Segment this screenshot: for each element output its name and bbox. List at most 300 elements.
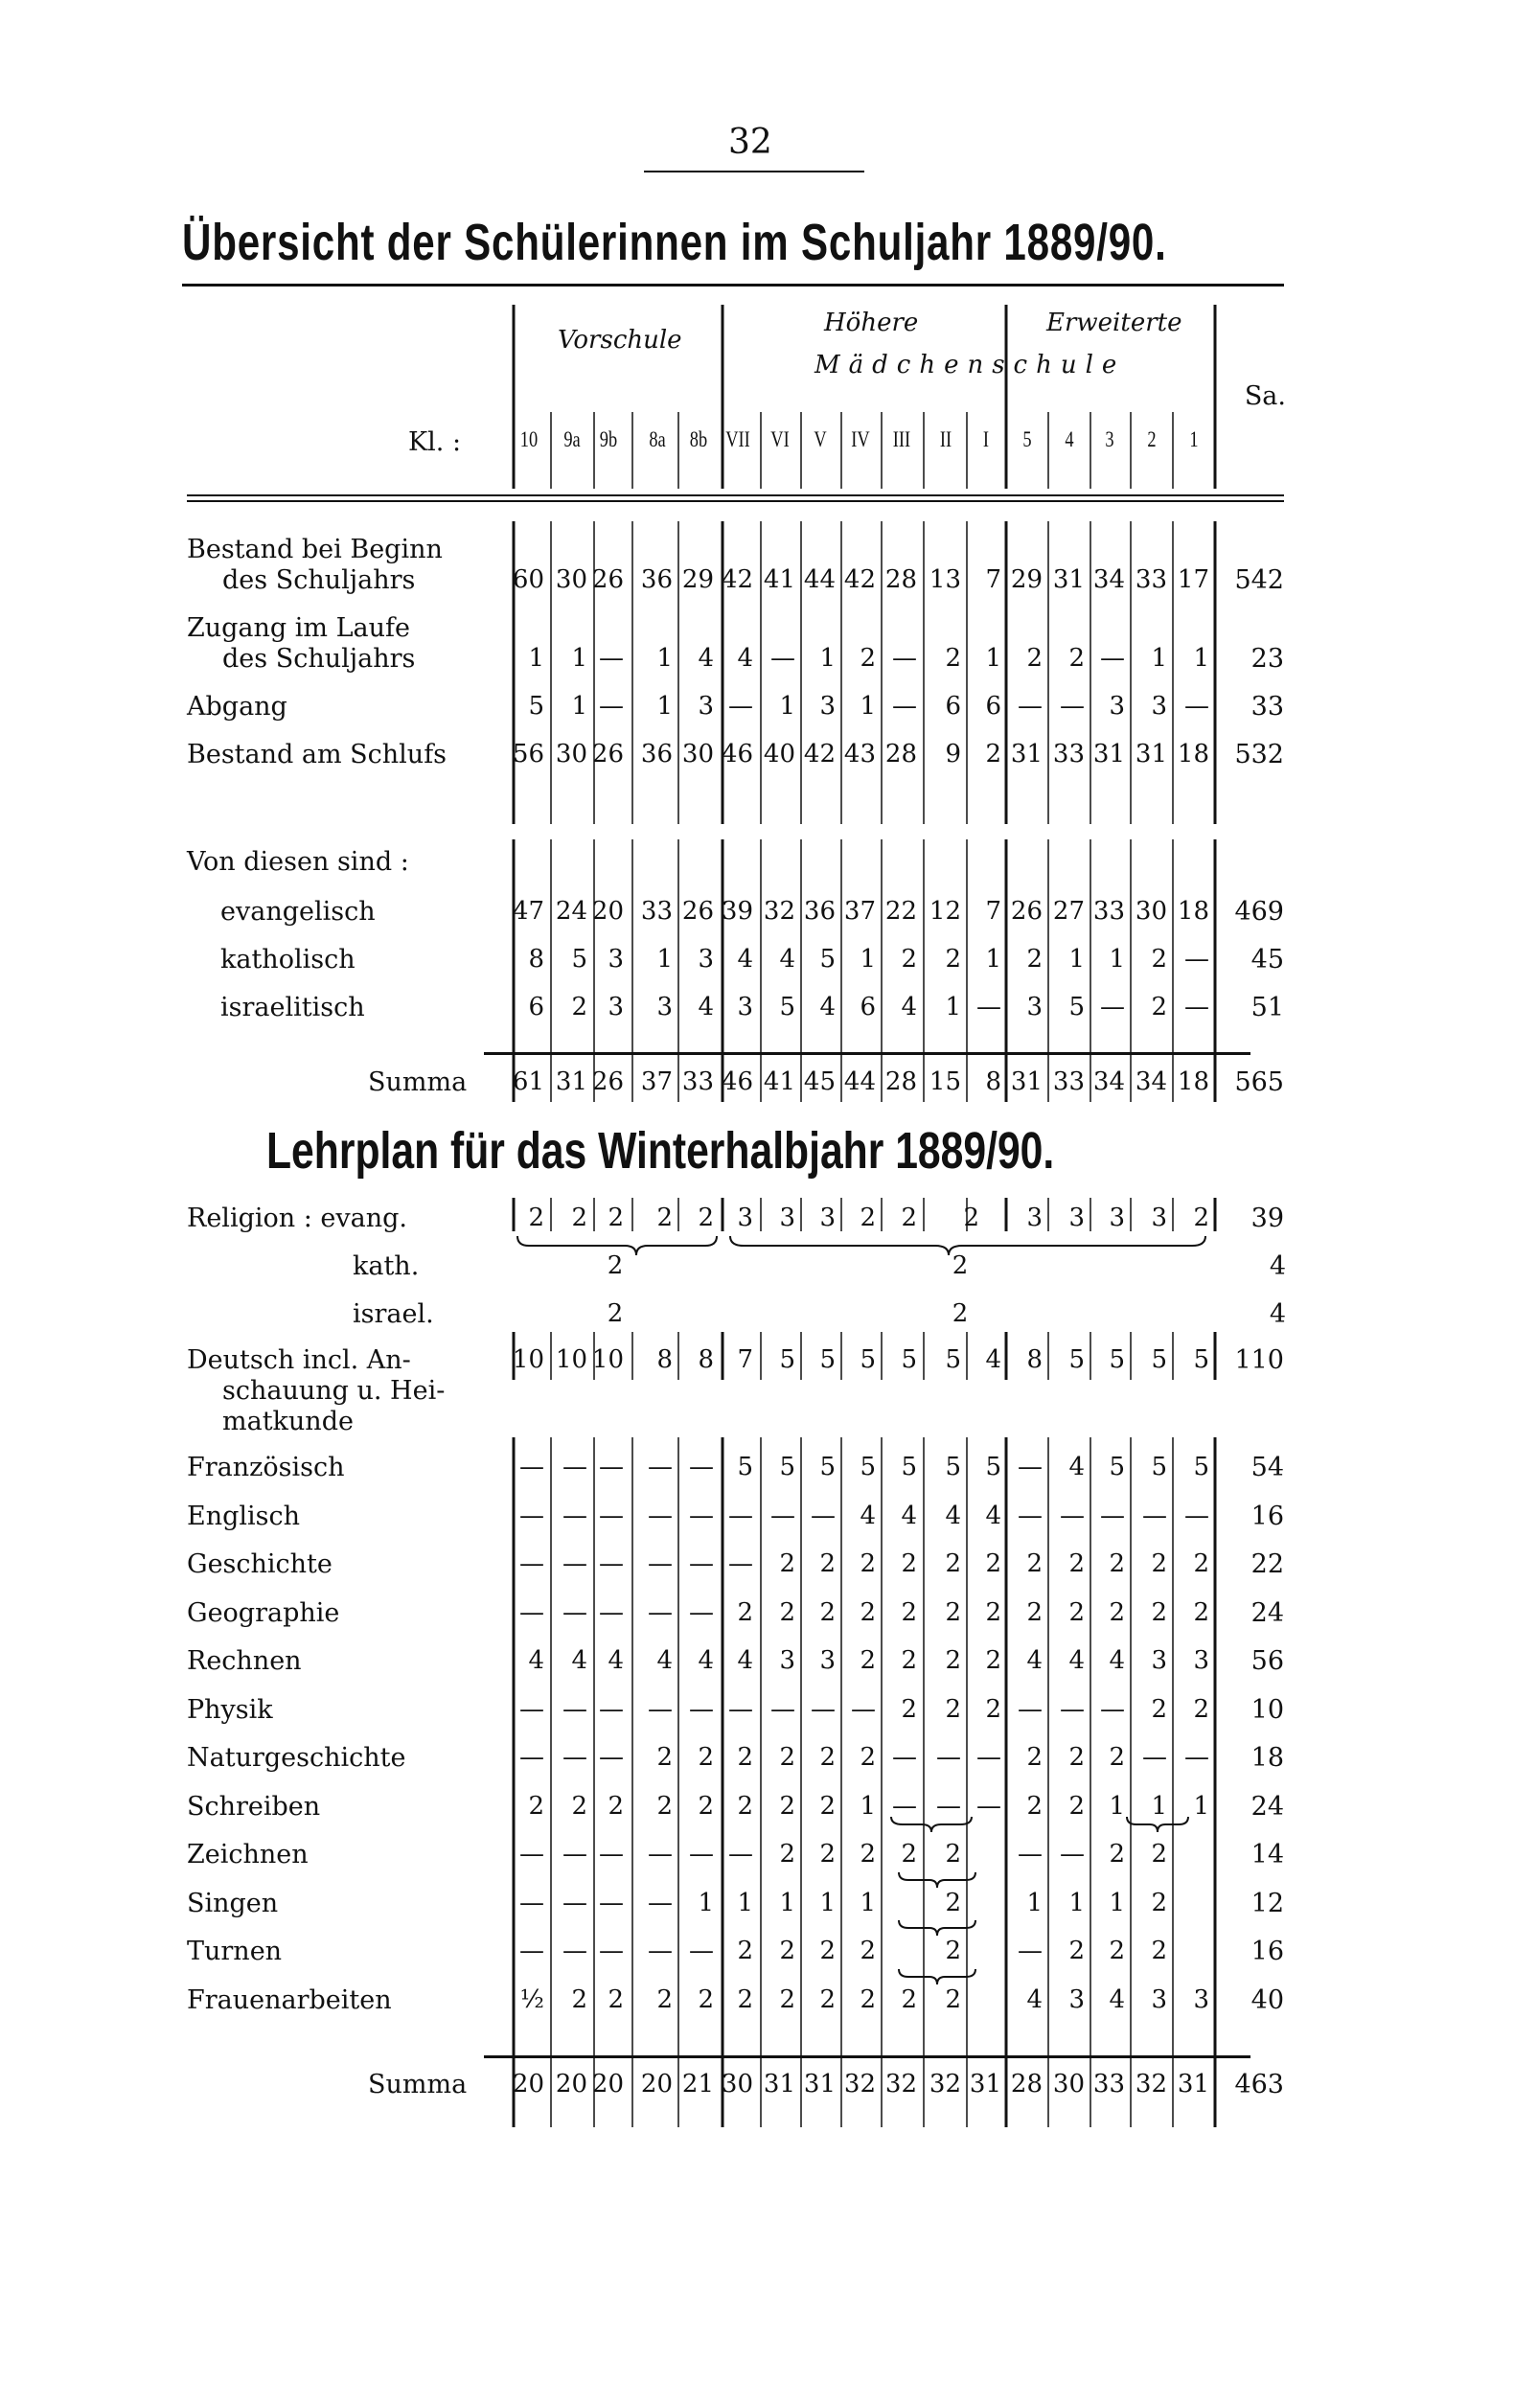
lehrplan-summa-cell: 32	[929, 2070, 961, 2098]
subject-cell: 4	[1109, 1984, 1125, 2014]
subject-cell: 2	[1109, 1549, 1125, 1578]
bestand-row-cell: 2	[945, 644, 961, 673]
class-header-i: I	[982, 427, 990, 451]
subject-cell: 2	[1109, 1937, 1125, 1965]
religion-summa-cell: 45	[803, 1067, 836, 1096]
subject-cell: 2	[860, 1984, 876, 2014]
group-maedchenschule: Mädchenschule	[814, 351, 1126, 379]
subject-label: Zeichnen	[187, 1840, 309, 1869]
lehrplan-summa-cell: 32	[843, 2070, 876, 2098]
religion-summa-cell: 44	[843, 1067, 876, 1096]
class-header-3: 3	[1105, 427, 1114, 451]
bestand-row-cell: 17	[1177, 565, 1209, 594]
religion-row-cell: 4	[819, 993, 836, 1021]
religion-evang-cell: 2	[528, 1204, 544, 1232]
subject-cell: 2	[1068, 1791, 1085, 1821]
religion-row-cell: 26	[1010, 897, 1043, 926]
bestand-row-cell: 29	[1010, 565, 1043, 594]
subject-cell: 2	[1151, 1597, 1167, 1627]
bestand-row-cell: 42	[803, 740, 836, 768]
subject-cell: 2	[945, 1984, 961, 2014]
subject-cell: 1	[860, 1791, 876, 1821]
bestand-row-cell: 36	[640, 740, 673, 768]
subject-cell: —	[648, 1597, 673, 1627]
subject-cell: —	[519, 1694, 544, 1724]
subject-cell: 4	[901, 1501, 917, 1530]
class-header-iii: III	[892, 427, 911, 451]
sa-label: Sa.	[1244, 381, 1286, 411]
subject-cell: 2	[1193, 1549, 1209, 1578]
subject-cell: —	[562, 1743, 587, 1772]
deutsch-label: schauung u. Hei-	[222, 1376, 446, 1406]
subject-cell: 1	[1068, 1888, 1085, 1917]
subject-cell: 2	[985, 1549, 1001, 1578]
religion-row-cell: 26	[681, 897, 714, 926]
subject-cell: 4	[656, 1646, 673, 1675]
religion-row-cell: 4	[737, 945, 753, 974]
subject-cell: 1	[737, 1888, 753, 1917]
religion-evang-cell: 2	[571, 1204, 587, 1232]
religion-row-cell: —	[1100, 993, 1125, 1021]
subject-cell: —	[648, 1501, 673, 1530]
subject-cell: 2	[945, 1937, 961, 1965]
bestand-row-cell: 4	[698, 644, 714, 673]
subject-label: Singen	[187, 1888, 279, 1918]
religion-row-cell: 1	[1109, 945, 1125, 974]
deutsch-cell: 5	[1068, 1345, 1085, 1374]
subject-cell: 2	[1026, 1743, 1043, 1772]
religion-row-cell: 33	[640, 897, 673, 926]
subject-cell: —	[519, 1937, 544, 1965]
subject-cell: 2	[860, 1549, 876, 1578]
subject-cell: 2	[860, 1597, 876, 1627]
subject-cell: 1	[698, 1888, 714, 1917]
subject-cell: —	[599, 1888, 624, 1917]
religion-evang-cell: 3	[779, 1204, 795, 1232]
subject-cell: —	[519, 1453, 544, 1481]
subject-cell: 2	[571, 1984, 587, 2014]
lehrplan-summa-cell: 30	[721, 2070, 753, 2098]
subject-cell: —	[562, 1840, 587, 1869]
bestand-row-cell: 1	[1151, 644, 1167, 673]
religion-evang-cell: 3	[1068, 1204, 1085, 1232]
bestand-row-cell: 2	[985, 740, 1001, 768]
subject-cell: 2	[819, 1743, 836, 1772]
bestand-row-cell: 60	[512, 565, 544, 594]
religion-summa-cell: 31	[1010, 1067, 1043, 1096]
subject-cell: 4	[608, 1646, 624, 1675]
bestand-row-cell: 2	[860, 644, 876, 673]
subject-cell: —	[1018, 1937, 1043, 1965]
class-header-vii: VII	[725, 427, 750, 451]
subject-cell: ½	[519, 1984, 544, 2014]
bestand-row-sa: 542	[1234, 565, 1284, 595]
religion-row-cell: 2	[901, 945, 917, 974]
subject-cell: —	[728, 1501, 753, 1530]
subject-cell: 2	[698, 1743, 714, 1772]
religion-summa-cell: 18	[1177, 1067, 1209, 1096]
subject-cell: 2	[860, 1646, 876, 1675]
brace-vorschule	[517, 1236, 717, 1255]
subject-cell: 4	[737, 1646, 753, 1675]
subject-cell: —	[562, 1501, 587, 1530]
subject-sa: 14	[1250, 1840, 1284, 1869]
bestand-row-cell: 31	[1135, 740, 1167, 768]
class-header-4: 4	[1065, 427, 1074, 451]
brace-zeichnen	[899, 1872, 975, 1888]
subject-cell: —	[689, 1694, 714, 1724]
religion-row-cell: 3	[698, 945, 714, 974]
subject-cell: —	[1100, 1694, 1125, 1724]
subject-cell: 1	[1193, 1791, 1209, 1821]
religion-summa-cell: 28	[884, 1067, 917, 1096]
subject-cell: 3	[1068, 1984, 1085, 2014]
religion-row-cell: 20	[591, 897, 624, 926]
subject-cell: 2	[819, 1549, 836, 1578]
deutsch-cell: 5	[1109, 1345, 1125, 1374]
religion-row-cell: 4	[901, 993, 917, 1021]
subject-cell: 2	[1193, 1694, 1209, 1724]
bestand-row-cell: —	[1184, 692, 1209, 721]
religion-row-cell: 4	[698, 993, 714, 1021]
group-hoehere: Höhere	[824, 309, 919, 337]
subject-cell: —	[562, 1937, 587, 1965]
bestand-row-cell: 3	[819, 692, 836, 721]
subject-cell: —	[648, 1840, 673, 1869]
group-erweiterte: Erweiterte	[1046, 309, 1182, 337]
religion-evang-cell: 3	[1151, 1204, 1167, 1232]
bestand-row-cell: 4	[737, 644, 753, 673]
subject-cell: —	[1142, 1743, 1167, 1772]
subject-cell: 2	[860, 1937, 876, 1965]
bestand-row-cell: 1	[860, 692, 876, 721]
subject-cell: 4	[528, 1646, 544, 1675]
subject-cell: 2	[819, 1937, 836, 1965]
bestand-row-cell: —	[599, 692, 624, 721]
subject-cell: —	[976, 1743, 1001, 1772]
subject-cell: —	[689, 1840, 714, 1869]
religion-row-cell: 1	[656, 945, 673, 974]
subject-cell: 2	[901, 1840, 917, 1869]
subject-cell: —	[519, 1597, 544, 1627]
subject-cell: 1	[860, 1888, 876, 1917]
subject-cell: 2	[656, 1743, 673, 1772]
subject-label: Englisch	[187, 1501, 301, 1531]
deutsch-cell: 4	[985, 1345, 1001, 1374]
page-number: 32	[728, 123, 772, 162]
subject-cell: 2	[608, 1984, 624, 2014]
subject-cell: 2	[779, 1743, 795, 1772]
subject-label: Turnen	[187, 1937, 283, 1966]
religion-summa-cell: 15	[929, 1067, 961, 1096]
religion-row-cell: 39	[721, 897, 753, 926]
subject-cell: 2	[737, 1937, 753, 1965]
bestand-row-cell: —	[1100, 644, 1125, 673]
subject-cell: 2	[985, 1597, 1001, 1627]
bestand-row-cell: 26	[591, 740, 624, 768]
religion-evang-cell: 2	[656, 1204, 673, 1232]
subject-cell: 2	[698, 1984, 714, 2014]
kl-label: Kl. :	[408, 427, 462, 457]
subject-cell: —	[689, 1501, 714, 1530]
bestand-row-cell: 1	[656, 692, 673, 721]
deutsch-label: matkunde	[222, 1407, 354, 1436]
lehrplan-summa-cell: 20	[512, 2070, 544, 2098]
class-header-5: 5	[1022, 427, 1032, 451]
subject-label: Naturgeschichte	[187, 1743, 406, 1773]
class-header-1: 1	[1189, 427, 1199, 451]
bestand-row-cell: 28	[884, 740, 917, 768]
subject-cell: 5	[737, 1453, 753, 1481]
bestand-row-cell: —	[728, 692, 753, 721]
subject-cell: 5	[779, 1453, 795, 1481]
bestand-row-cell: 42	[721, 565, 753, 594]
lehrplan-summa-label: Summa	[368, 2070, 468, 2099]
subject-cell: 2	[901, 1549, 917, 1578]
religion-row-cell: 3	[608, 993, 624, 1021]
subject-cell: 2	[737, 1791, 753, 1821]
religion-row-cell: 18	[1177, 897, 1209, 926]
subject-cell: 2	[819, 1791, 836, 1821]
subject-cell: —	[728, 1840, 753, 1869]
subject-cell: 2	[945, 1888, 961, 1917]
deutsch-cell: 7	[737, 1345, 753, 1374]
subject-cell: —	[1184, 1743, 1209, 1772]
religion-row-sa: 51	[1250, 993, 1284, 1022]
subject-cell: 1	[1109, 1791, 1125, 1821]
bestand-row-cell: 18	[1177, 740, 1209, 768]
subject-cell: 1	[779, 1888, 795, 1917]
subject-cell: —	[599, 1549, 624, 1578]
subject-cell: —	[689, 1597, 714, 1627]
subject-cell: 2	[901, 1694, 917, 1724]
subject-cell: 2	[1109, 1743, 1125, 1772]
subject-cell: —	[689, 1549, 714, 1578]
subject-cell: 2	[945, 1597, 961, 1627]
bestand-row-cell: 1	[656, 644, 673, 673]
religion-summa-cell: 26	[591, 1067, 624, 1096]
subject-sa: 22	[1250, 1549, 1284, 1579]
subject-cell: 1	[1151, 1791, 1167, 1821]
lehrplan-summa-sa: 463	[1234, 2070, 1284, 2099]
deutsch-cell: 10	[555, 1345, 587, 1374]
religion-evang-cell: 2	[963, 1204, 979, 1232]
subject-cell: —	[648, 1888, 673, 1917]
bestand-row-label: des Schuljahrs	[222, 644, 416, 674]
religion-row-cell: 37	[843, 897, 876, 926]
subject-cell: 2	[1109, 1597, 1125, 1627]
subject-cell: —	[599, 1501, 624, 1530]
bestand-row-cell: 2	[1068, 644, 1085, 673]
subject-cell: 2	[945, 1840, 961, 1869]
subject-cell: —	[1018, 1694, 1043, 1724]
religion-summa-cell: 34	[1135, 1067, 1167, 1096]
subject-cell: 2	[779, 1597, 795, 1627]
subject-cell: 2	[1151, 1549, 1167, 1578]
group-vorschule: Vorschule	[558, 326, 682, 355]
israel-vorschule-value: 2	[607, 1299, 624, 1328]
lehrplan-summa-cell: 28	[1010, 2070, 1043, 2098]
subject-cell: 4	[1026, 1984, 1043, 2014]
bestand-row-cell: 33	[1135, 565, 1167, 594]
religion-evang-sa: 39	[1250, 1204, 1284, 1233]
bestand-row-cell: 26	[591, 565, 624, 594]
religion-row-cell: 36	[803, 897, 836, 926]
religion-evang-cell: 2	[608, 1204, 624, 1232]
lehrplan-summa-cell: 32	[884, 2070, 917, 2098]
subject-cell: 2	[779, 1984, 795, 2014]
subject-cell: —	[562, 1694, 587, 1724]
bestand-row-cell: 1	[528, 644, 544, 673]
bestand-row-cell: 6	[945, 692, 961, 721]
religion-summa-cell: 31	[555, 1067, 587, 1096]
bestand-row-sa: 33	[1250, 692, 1284, 722]
subject-cell: —	[519, 1743, 544, 1772]
subject-cell: —	[1018, 1840, 1043, 1869]
subject-cell: 2	[698, 1791, 714, 1821]
bestand-row-cell: 31	[1092, 740, 1125, 768]
bestand-row-cell: 13	[929, 565, 961, 594]
deutsch-cell: 5	[860, 1345, 876, 1374]
subject-cell: —	[728, 1549, 753, 1578]
lehrplan-summa-cell: 32	[1135, 2070, 1167, 2098]
subject-cell: 2	[528, 1791, 544, 1821]
bestand-row-cell: —	[892, 692, 917, 721]
page-title: Übersicht der Schülerinnen im Schuljahr 1889/90.	[182, 214, 1167, 271]
subject-cell: 3	[819, 1646, 836, 1675]
subject-label: Geographie	[187, 1597, 340, 1628]
subject-cell: 2	[1068, 1937, 1085, 1965]
subject-cell: 2	[819, 1840, 836, 1869]
subject-cell: 2	[1026, 1549, 1043, 1578]
subject-cell: —	[599, 1840, 624, 1869]
subject-cell: 1	[1109, 1888, 1125, 1917]
bestand-row-cell: 7	[985, 565, 1001, 594]
religion-row-cell: 6	[528, 993, 544, 1021]
bestand-row-cell: 1	[571, 692, 587, 721]
religion-row-cell: 6	[860, 993, 876, 1021]
subject-cell: 3	[1151, 1984, 1167, 2014]
class-header-vi: VI	[770, 427, 790, 451]
subject-cell: 2	[779, 1937, 795, 1965]
bestand-row-cell: 1	[779, 692, 795, 721]
subject-cell: 2	[1109, 1840, 1125, 1869]
bestand-row-cell: 6	[985, 692, 1001, 721]
subject-label: Französisch	[187, 1453, 345, 1482]
subject-cell: —	[562, 1549, 587, 1578]
subject-cell: —	[1184, 1501, 1209, 1530]
lehrplan-summa-cell: 20	[591, 2070, 624, 2098]
bestand-row-cell: 3	[1109, 692, 1125, 721]
class-header-2: 2	[1147, 427, 1157, 451]
subject-label: Rechnen	[187, 1646, 302, 1676]
subject-cell: —	[648, 1453, 673, 1481]
religion-row-cell: 3	[656, 993, 673, 1021]
deutsch-label: Deutsch incl. An-	[187, 1345, 411, 1375]
religion-row-cell: 1	[860, 945, 876, 974]
subject-cell: 2	[656, 1791, 673, 1821]
subject-sa: 10	[1250, 1694, 1284, 1725]
religion-row-cell: —	[1184, 945, 1209, 974]
subject-cell: 2	[1068, 1597, 1085, 1627]
subject-sa: 16	[1250, 1937, 1284, 1966]
subject-cell: 3	[779, 1646, 795, 1675]
subject-cell: —	[811, 1501, 836, 1530]
bestand-row-label: des Schuljahrs	[222, 565, 416, 595]
bestand-row-cell: 31	[1010, 740, 1043, 768]
religion-summa-cell: 34	[1092, 1067, 1125, 1096]
subject-cell: 2	[779, 1840, 795, 1869]
subject-cell: 2	[1193, 1597, 1209, 1627]
religion-row-cell: 2	[571, 993, 587, 1021]
religion-summa-sa: 565	[1234, 1067, 1284, 1097]
subject-sa: 54	[1250, 1453, 1284, 1482]
subject-sa: 18	[1250, 1743, 1284, 1773]
bestand-row-cell: 2	[1026, 644, 1043, 673]
subject-cell: —	[811, 1694, 836, 1724]
subject-cell: —	[648, 1937, 673, 1965]
deutsch-cell: 5	[1151, 1345, 1167, 1374]
bestand-row-sa: 532	[1234, 740, 1284, 769]
subject-cell: 1	[819, 1888, 836, 1917]
religion-row-cell: 1	[1068, 945, 1085, 974]
subject-cell: —	[1142, 1501, 1167, 1530]
subject-cell: 2	[1068, 1549, 1085, 1578]
subject-cell: 3	[1151, 1646, 1167, 1675]
class-header-iv: IV	[851, 427, 870, 451]
deutsch-cell: 5	[1193, 1345, 1209, 1374]
brace-schreiben-hoehere	[891, 1817, 972, 1832]
subject-cell: 3	[1193, 1646, 1209, 1675]
religion-summa-label: Summa	[368, 1067, 468, 1097]
subject-cell: 5	[1109, 1453, 1125, 1481]
religion-row-cell: 32	[763, 897, 795, 926]
bestand-row-cell: 30	[555, 740, 587, 768]
brace-schreiben-erweiterte	[1127, 1817, 1188, 1832]
religion-evang-cell: 3	[1026, 1204, 1043, 1232]
subject-cell: 4	[945, 1501, 961, 1530]
deutsch-cell: 5	[901, 1345, 917, 1374]
bestand-row-cell: 9	[945, 740, 961, 768]
religion-row-label: evangelisch	[220, 897, 376, 927]
subject-cell: 2	[945, 1646, 961, 1675]
subject-cell: 5	[945, 1453, 961, 1481]
religion-evang-cell: 3	[1109, 1204, 1125, 1232]
subject-sa: 24	[1250, 1791, 1284, 1822]
subject-cell: —	[599, 1453, 624, 1481]
class-header-9b: 9b	[599, 427, 618, 451]
religion-summa-cell: 41	[763, 1067, 795, 1096]
bestand-row-cell: 3	[698, 692, 714, 721]
religion-summa-cell: 33	[1052, 1067, 1085, 1096]
subject-cell: 2	[779, 1791, 795, 1821]
religion-kath-label: kath.	[353, 1251, 420, 1281]
kath-sa: 4	[1269, 1251, 1286, 1281]
subject-cell: 2	[901, 1597, 917, 1627]
bestand-row-cell: 43	[843, 740, 876, 768]
subject-cell: 2	[860, 1743, 876, 1772]
subject-cell: —	[562, 1597, 587, 1627]
religion-row-cell: 33	[1092, 897, 1125, 926]
subject-cell: —	[976, 1791, 1001, 1821]
subject-cell: 2	[1151, 1888, 1167, 1917]
religion-row-sa: 469	[1234, 897, 1284, 927]
subject-cell: 5	[819, 1453, 836, 1481]
religion-row-cell: 47	[512, 897, 544, 926]
subject-sa: 56	[1250, 1646, 1284, 1676]
subject-cell: —	[1060, 1501, 1085, 1530]
subject-cell: —	[689, 1453, 714, 1481]
